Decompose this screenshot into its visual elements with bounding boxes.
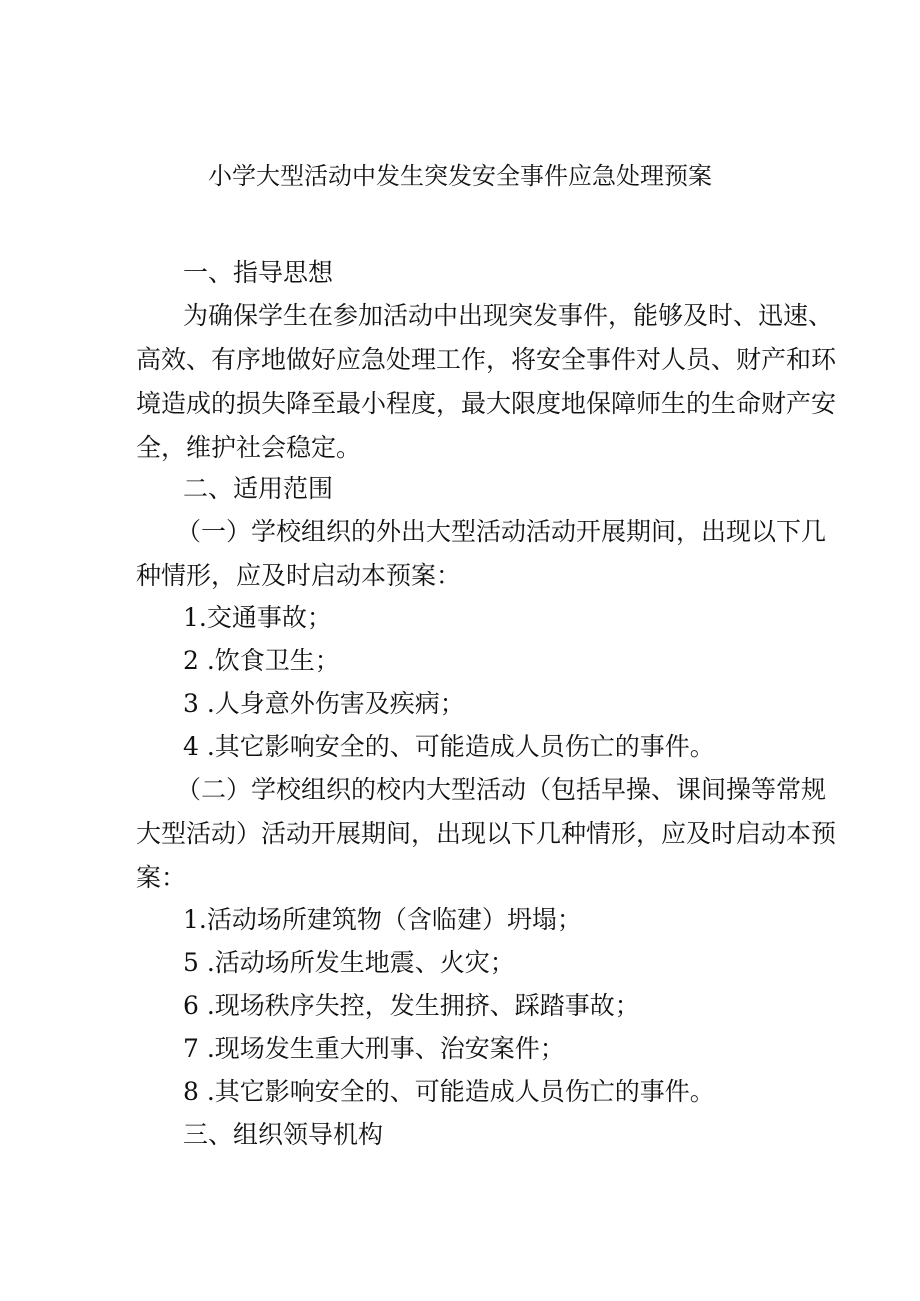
paragraph-line: 为确保学生在参加活动中出现突发事件，能够及时、迅速、	[183, 301, 834, 330]
section-heading-scope: 二、适用范围	[183, 474, 334, 503]
paragraph-line: 高效、有序地做好应急处理工作，将安全事件对人员、财产和环	[136, 345, 837, 374]
paragraph-line: 大型活动）活动开展期间，出现以下几种情形，应及时启动本预	[136, 819, 837, 848]
section-heading-organization: 三、组织领导机构	[183, 1120, 384, 1149]
paragraph-line: 案：	[136, 863, 187, 892]
paragraph-line: （一）学校组织的外出大型活动活动开展期间，出现以下几	[176, 517, 827, 546]
list-item: 3 .人身意外伤害及疾病；	[183, 689, 465, 718]
list-item: 4 .其它影响安全的、可能造成人员伤亡的事件。	[183, 732, 715, 761]
list-item: 8 .其它影响安全的、可能造成人员伤亡的事件。	[183, 1077, 715, 1106]
paragraph-line: 全，维护社会稳定。	[136, 433, 362, 462]
list-item: 7 .现场发生重大刑事、治安案件；	[183, 1034, 565, 1063]
list-item: 1.活动场所建筑物（含临建）坍塌；	[183, 905, 582, 934]
list-item: 6 .现场秩序失控，发生拥挤、踩踏事故；	[183, 991, 640, 1020]
list-item: 5 .活动场所发生地震、火灾；	[183, 948, 515, 977]
paragraph-line: 境造成的损失降至最小程度，最大限度地保障师生的生命财产安	[136, 389, 837, 418]
list-item: 1.交通事故；	[183, 603, 332, 632]
paragraph-scope-part2	[136, 768, 837, 900]
section-heading-guiding-ideology: 一、指导思想	[183, 258, 334, 287]
paragraph-line: （二）学校组织的校内大型活动（包括早操、课间操等常规	[176, 775, 827, 804]
paragraph-guiding-ideology	[136, 294, 837, 470]
document-title: 小学大型活动中发生突发安全事件应急处理预案	[208, 162, 712, 190]
paragraph-scope-part1	[136, 510, 827, 598]
paragraph-line: 种情形，应及时启动本预案：	[136, 561, 462, 590]
list-item: 2 .饮食卫生；	[183, 646, 340, 675]
